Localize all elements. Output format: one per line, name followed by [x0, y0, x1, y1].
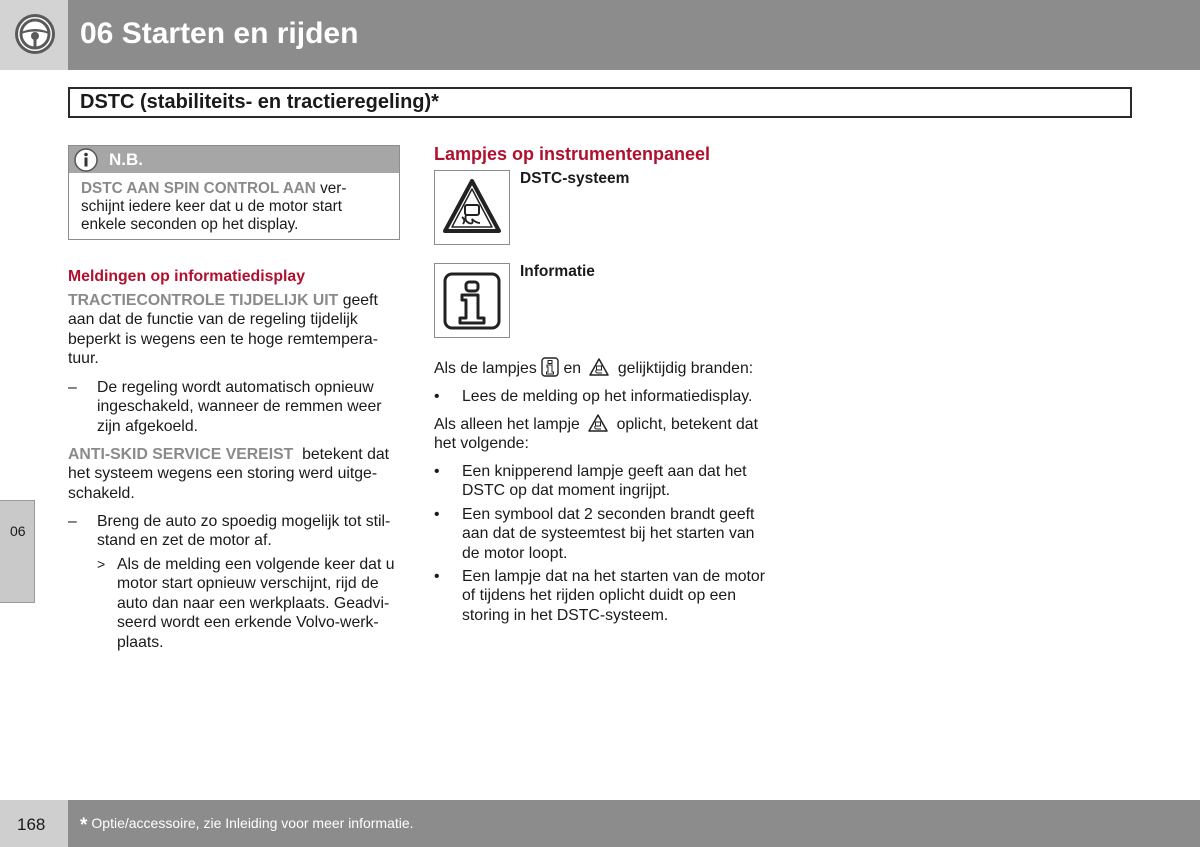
bullet-3-line3: storing in het DSTC-systeem. — [462, 606, 669, 624]
information-inline-icon — [541, 357, 559, 377]
message-2-line1: betekent dat — [293, 446, 390, 463]
message-2-caps: ANTI-SKID SERVICE VEREIST — [68, 446, 294, 463]
message-1-paragraph — [68, 291, 403, 369]
footnote-marker: * — [80, 815, 88, 836]
sub-item-line4: seerd wordt een erkende Volvo-werk- — [117, 614, 379, 632]
note-body — [81, 180, 391, 234]
side-tab-label: 06 — [10, 523, 26, 539]
dash-item-1-line3: zijn afgekoeld. — [97, 417, 198, 435]
dash-item-1-text — [97, 378, 382, 436]
message-1-line4: tuur. — [68, 350, 99, 368]
dash-item-1-line1: De regeling wordt automatisch opnieuw — [97, 379, 374, 396]
bullet-mark: • — [434, 506, 440, 523]
bullet-2-line3: de motor loopt. — [462, 544, 568, 562]
bullet-system-test-text — [462, 505, 754, 563]
dash-mark: – — [68, 379, 77, 396]
sub-item — [97, 555, 407, 655]
sub-mark: > — [97, 556, 106, 572]
both-lamps-text-b: en — [563, 360, 582, 377]
dstc-warning-inline-icon — [589, 358, 609, 376]
single-lamp-text-b: oplicht, betekent dat — [616, 416, 758, 433]
note-text-line2: schijnt iedere keer dat u de motor start — [81, 198, 343, 215]
note-header — [69, 146, 399, 173]
bullet-1-line2: DSTC op dat moment ingrijpt. — [462, 482, 671, 500]
bullet-blinking-lamp-text — [462, 462, 747, 501]
footnote — [80, 815, 414, 837]
message-2-line3: schakeld. — [68, 484, 135, 502]
information-icon — [441, 270, 503, 332]
single-lamp-sentence — [434, 414, 794, 454]
dstc-warning-icon — [442, 177, 502, 237]
info-circle-icon — [74, 148, 98, 172]
note-emphasis: DSTC AAN SPIN CONTROL AAN — [81, 180, 316, 197]
message-1-line2: aan dat de functie van de regeling tijdelijk — [68, 311, 358, 329]
dash-item-2-line2: stand en zet de motor af. — [97, 532, 272, 550]
sub-item-line3: auto dan naar een werkplaats. Geadvi- — [117, 594, 390, 612]
both-lamps-text-c: gelijktijdig branden: — [617, 360, 754, 377]
bullet-system-fault-text — [462, 567, 765, 625]
bullet-3-line2: of tijdens het rijden oplicht duidt op een — [462, 587, 737, 605]
chapter-title: 06 Starten en rijden — [80, 17, 359, 50]
left-heading: Meldingen op informatiedisplay — [68, 268, 305, 285]
steering-wheel-icon — [13, 12, 57, 56]
sub-item-text — [117, 555, 395, 652]
single-lamp-text-c: het volgende: — [434, 435, 529, 453]
note-text-line1: ver- — [315, 180, 347, 197]
bullet-read-message-text: Lees de melding op het informatiedisplay. — [462, 388, 753, 405]
message-1-caps: TRACTIECONTROLE TIJDELIJK UIT — [68, 292, 339, 309]
bullet-mark: • — [434, 463, 440, 480]
section-title: DSTC (stabiliteits- en tractieregeling)* — [80, 91, 439, 113]
bullet-1-line1: Een knipperend lampje geeft aan dat het — [462, 463, 747, 480]
dash-item-1-line2: ingeschakeld, wanneer de remmen weer — [97, 398, 382, 416]
section-title-box — [68, 87, 1132, 118]
dash-item-1 — [68, 378, 403, 438]
bullet-blinking-lamp — [434, 462, 794, 502]
right-heading: Lampjes op instrumentenpaneel — [434, 144, 711, 164]
dstc-lamp-box — [434, 170, 510, 245]
dstc-warning-inline-icon — [588, 414, 608, 432]
note-label: N.B. — [109, 150, 143, 169]
page-number: 168 — [17, 815, 46, 834]
info-lamp-box — [434, 263, 510, 338]
bullet-2-line2: aan dat de systeemtest bij het starten van — [462, 525, 755, 543]
bullet-system-test — [434, 505, 794, 565]
single-lamp-text-a: Als alleen het lampje — [434, 416, 580, 433]
info-lamp-label: Informatie — [520, 263, 595, 280]
sub-item-line2: motor start opnieuw verschijnt, rijd de — [117, 575, 379, 593]
dash-mark: – — [68, 513, 77, 530]
message-1-line3: beperkt is wegens een te hoge remtempera- — [68, 330, 378, 348]
footnote-text: Optie/accessoire, zie Inleiding voor meer informatie. — [91, 815, 414, 831]
message-2-line2: het systeem wegens een storing werd uitge- — [68, 465, 378, 483]
note-box — [68, 145, 400, 240]
message-1-line1: geeft — [338, 292, 378, 309]
dash-item-2 — [68, 512, 403, 552]
note-text-line3: enkele seconden op het display. — [81, 216, 299, 233]
bullet-read-message — [434, 387, 794, 407]
bullet-3-line1: Een lampje dat na het starten van de motor — [462, 568, 765, 585]
dash-item-2-line1: Breng de auto zo spoedig mogelijk tot stil- — [97, 513, 391, 530]
message-2-paragraph — [68, 445, 408, 503]
both-lamps-sentence — [434, 357, 794, 378]
sub-item-line1: Als de melding een volgende keer dat u — [117, 556, 395, 573]
sub-item-line5: plaats. — [117, 633, 164, 651]
bullet-mark: • — [434, 388, 440, 405]
dstc-lamp-label: DSTC-systeem — [520, 170, 630, 187]
dash-item-2-text — [97, 512, 390, 551]
bullet-mark: • — [434, 568, 440, 585]
chapter-side-tab — [0, 500, 35, 603]
both-lamps-text-a: Als de lampjes — [434, 360, 537, 377]
bullet-system-fault — [434, 567, 794, 627]
bullet-2-line1: Een symbool dat 2 seconden brandt geeft — [462, 506, 755, 523]
